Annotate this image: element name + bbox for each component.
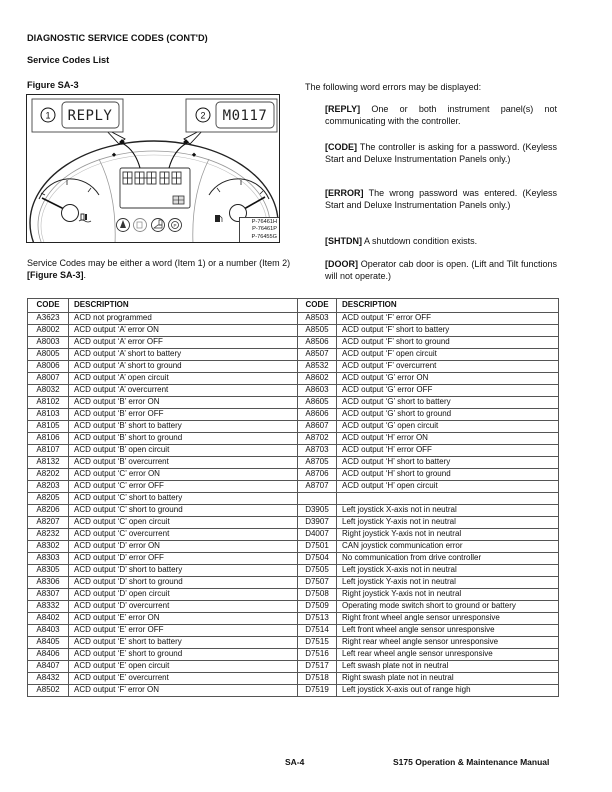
table-row (28, 421, 559, 433)
table-row (28, 517, 559, 529)
code-cell: A8105 (28, 421, 69, 433)
code-cell: A8306 (28, 577, 69, 589)
callout-box-2 (186, 99, 277, 132)
figure-label: Figure SA-3 (27, 80, 79, 90)
code-cell: A8106 (28, 433, 69, 445)
code-cell: A8603 (298, 385, 337, 397)
description-cell: ACD output ‘D’ error OFF (69, 553, 298, 565)
code-cell: A8007 (28, 373, 69, 385)
description-cell: ACD output ‘H’ open circuit (337, 481, 559, 493)
description-cell: Right front wheel angle sensor unresponsive (337, 613, 559, 625)
description-cell: ACD output ‘G’ error OFF (337, 385, 559, 397)
description-cell: ACD output ‘A’ open circuit (69, 373, 298, 385)
code-cell: D3907 (298, 517, 337, 529)
table-row (28, 313, 559, 325)
callout-1-display: REPLY (67, 108, 113, 124)
word-error-text: The wrong password was entered. (Keyless Start and Deluxe Instrumentation Panels only.) (325, 188, 557, 210)
code-cell: A8405 (28, 637, 69, 649)
part-number: P-76461H (251, 218, 277, 225)
callout-arrow-1 (104, 128, 140, 168)
code-cell: D7517 (298, 661, 337, 673)
word-error-code: [ERROR] (325, 188, 364, 198)
description-cell: ACD output ‘D’ overcurrent (69, 601, 298, 613)
code-cell: A8232 (28, 529, 69, 541)
code-cell: A8705 (298, 457, 337, 469)
code-cell: D7515 (298, 637, 337, 649)
description-cell: ACD output ‘F’ short to battery (337, 325, 559, 337)
caption-text: Service Codes may be either a word (Item 1) or a number (Item 2) (27, 258, 291, 268)
description-cell: ACD output ‘B’ short to battery (69, 421, 298, 433)
description-cell: Left swash plate not in neutral (337, 661, 559, 673)
code-cell: A8402 (28, 613, 69, 625)
code-cell: A8207 (28, 517, 69, 529)
column-header-description: DESCRIPTION (337, 299, 559, 313)
description-cell: ACD output ‘H’ short to ground (337, 469, 559, 481)
description-cell: Right swash plate not in neutral (337, 673, 559, 685)
description-cell: Left joystick Y-axis not in neutral (337, 517, 559, 529)
code-cell: A8706 (298, 469, 337, 481)
word-error-reply (325, 103, 557, 127)
description-cell: ACD output ‘E’ error OFF (69, 625, 298, 637)
description-cell: ACD output ‘E’ error ON (69, 613, 298, 625)
fuel-icon (215, 215, 222, 222)
figure-sa-3 (26, 94, 280, 243)
callout-2-display: M0117 (222, 108, 268, 124)
description-cell: ACD output ‘A’ short to battery (69, 349, 298, 361)
table-row (28, 625, 559, 637)
part-number: P-76461P (252, 226, 277, 232)
callout-1-number: 1 (45, 110, 51, 121)
code-cell: D7507 (298, 577, 337, 589)
word-error-error (325, 187, 557, 211)
description-cell: CAN joystick communication error (337, 541, 559, 553)
description-cell: ACD output ‘B’ open circuit (69, 445, 298, 457)
code-cell: A8503 (298, 313, 337, 325)
engine-oil-icon (152, 219, 165, 232)
description-cell: ACD output ‘E’ overcurrent (69, 673, 298, 685)
table-row (28, 589, 559, 601)
word-error-text: The controller is asking for a password. (Keyless Start and Deluxe Instrumentation Panels only.) (325, 142, 557, 164)
description-cell: ACD output ‘D’ short to battery (69, 565, 298, 577)
temperature-gauge (39, 179, 99, 222)
description-cell: ACD output ‘F’ error ON (69, 685, 298, 697)
table-row (28, 565, 559, 577)
table-row (28, 505, 559, 517)
code-cell: A8006 (28, 361, 69, 373)
code-cell: A8032 (28, 385, 69, 397)
table-row (28, 673, 559, 685)
code-cell: A8406 (28, 649, 69, 661)
description-cell: ACD output ‘B’ short to ground (69, 433, 298, 445)
code-cell: D3905 (298, 505, 337, 517)
code-cell: D7518 (298, 673, 337, 685)
code-cell: A8602 (298, 373, 337, 385)
table-row (28, 361, 559, 373)
description-cell: ACD output ‘C’ error OFF (69, 481, 298, 493)
description-cell: ACD output ‘D’ short to ground (69, 577, 298, 589)
word-error-code: [DOOR] (325, 259, 358, 269)
description-cell: Left rear wheel angle sensor unresponsive (337, 649, 559, 661)
word-errors-intro: The following word errors may be displayed: (305, 82, 482, 92)
table-row (28, 541, 559, 553)
code-cell: A8507 (298, 349, 337, 361)
description-cell: ACD output ‘G’ short to battery (337, 397, 559, 409)
description-cell: ACD output ‘H’ error OFF (337, 445, 559, 457)
table-row (28, 397, 559, 409)
code-cell: A8103 (28, 409, 69, 421)
description-cell: ACD output ‘G’ open circuit (337, 421, 559, 433)
table-row (28, 637, 559, 649)
code-cell: A8102 (28, 397, 69, 409)
table-row (28, 325, 559, 337)
description-cell: ACD output ‘B’ overcurrent (69, 457, 298, 469)
code-cell: A8002 (28, 325, 69, 337)
description-cell: ACD output ‘G’ error ON (337, 373, 559, 385)
word-error-code: [SHTDN] (325, 236, 362, 246)
code-cell: D7501 (298, 541, 337, 553)
code-cell: A8707 (298, 481, 337, 493)
description-cell: Right rear wheel angle sensor unresponsive (337, 637, 559, 649)
code-cell: D7505 (298, 565, 337, 577)
code-cell: D7504 (298, 553, 337, 565)
table-header-row (28, 299, 559, 313)
code-cell: A8407 (28, 661, 69, 673)
table-row (28, 481, 559, 493)
code-cell: A8607 (298, 421, 337, 433)
code-cell: D7508 (298, 589, 337, 601)
callout-arrow-2 (169, 128, 205, 168)
code-cell: A3623 (28, 313, 69, 325)
table-row (28, 649, 559, 661)
description-cell (337, 493, 559, 505)
code-cell: A8506 (298, 337, 337, 349)
description-cell: ACD output ‘H’ error ON (337, 433, 559, 445)
word-error-shtdn (325, 235, 557, 247)
subsection-title: Service Codes List (27, 55, 110, 65)
code-cell: A8502 (28, 685, 69, 697)
description-cell: ACD not programmed (69, 313, 298, 325)
description-cell: ACD output ‘B’ error OFF (69, 409, 298, 421)
description-cell: ACD output ‘H’ short to battery (337, 457, 559, 469)
section-title: DIAGNOSTIC SERVICE CODES (CONT'D) (27, 33, 208, 43)
description-cell: ACD output ‘D’ open circuit (69, 589, 298, 601)
table-row (28, 613, 559, 625)
code-cell: A8606 (298, 409, 337, 421)
description-cell: ACD output ‘A’ error OFF (69, 337, 298, 349)
word-error-code: [REPLY] (325, 104, 361, 114)
code-cell: A8505 (298, 325, 337, 337)
word-error-code-item (325, 141, 557, 165)
part-numbers (239, 217, 279, 243)
code-cell: A8305 (28, 565, 69, 577)
code-cell: D7513 (298, 613, 337, 625)
table-row (28, 553, 559, 565)
seat-belt-icon (117, 219, 130, 232)
description-cell: ACD output ‘C’ overcurrent (69, 529, 298, 541)
table-row (28, 385, 559, 397)
code-cell: D7519 (298, 685, 337, 697)
code-cell: A8302 (28, 541, 69, 553)
description-cell: ACD output ‘F’ error OFF (337, 313, 559, 325)
table-row (28, 445, 559, 457)
description-cell: ACD output ‘B’ error ON (69, 397, 298, 409)
word-error-text: A shutdown condition exists. (362, 236, 478, 246)
description-cell: Operating mode switch short to ground or battery (337, 601, 559, 613)
description-cell: ACD output ‘A’ overcurrent (69, 385, 298, 397)
description-cell: Left front wheel angle sensor unresponsive (337, 625, 559, 637)
code-cell: A8203 (28, 481, 69, 493)
table-row (28, 493, 559, 505)
figure-reference: [Figure SA-3] (27, 270, 84, 280)
engine-temp-icon (79, 214, 91, 222)
table-row (28, 577, 559, 589)
code-cell: A8605 (298, 397, 337, 409)
code-cell: D7509 (298, 601, 337, 613)
code-cell: A8703 (298, 445, 337, 457)
description-cell: ACD output ‘F’ open circuit (337, 349, 559, 361)
description-cell: ACD output ‘E’ open circuit (69, 661, 298, 673)
description-cell: Left joystick X-axis out of range high (337, 685, 559, 697)
table-row (28, 601, 559, 613)
description-cell: ACD output ‘C’ error ON (69, 469, 298, 481)
description-cell: ACD output ‘D’ error ON (69, 541, 298, 553)
description-cell: Right joystick Y-axis not in neutral (337, 589, 559, 601)
code-cell: D4007 (298, 529, 337, 541)
description-cell: ACD output ‘A’ error ON (69, 325, 298, 337)
table-row (28, 349, 559, 361)
code-cell (298, 493, 337, 505)
callout-2-number: 2 (200, 110, 206, 121)
description-cell: ACD output ‘F’ short to ground (337, 337, 559, 349)
word-error-text: One or both instrument panel(s) not communicating with the controller. (325, 104, 557, 126)
svg-text:P: P (173, 223, 177, 228)
part-number: P-76455G (251, 233, 277, 240)
code-cell: A8206 (28, 505, 69, 517)
code-cell: A8307 (28, 589, 69, 601)
table-row (28, 529, 559, 541)
table-row (28, 409, 559, 421)
description-cell: ACD output ‘E’ short to ground (69, 649, 298, 661)
table-row (28, 661, 559, 673)
description-cell: Left joystick Y-axis not in neutral (337, 577, 559, 589)
code-cell: A8432 (28, 673, 69, 685)
table-row (28, 469, 559, 481)
description-cell: ACD output ‘E’ short to battery (69, 637, 298, 649)
code-cell: A8005 (28, 349, 69, 361)
description-cell: Left joystick X-axis not in neutral (337, 565, 559, 577)
service-book-icon (173, 196, 184, 204)
code-cell: A8332 (28, 601, 69, 613)
table-row (28, 337, 559, 349)
description-cell: ACD output ‘F’ overcurrent (337, 361, 559, 373)
description-cell: ACD output ‘A’ short to ground (69, 361, 298, 373)
code-cell: A8132 (28, 457, 69, 469)
word-error-code: [CODE] (325, 142, 357, 152)
callout-box-1 (32, 99, 123, 132)
table-row (28, 433, 559, 445)
code-cell: A8532 (298, 361, 337, 373)
column-header-code: CODE (298, 299, 337, 313)
code-cell: D7516 (298, 649, 337, 661)
code-cell: A8702 (298, 433, 337, 445)
column-header-description: DESCRIPTION (69, 299, 298, 313)
page-number: SA-4 (285, 757, 305, 767)
hydraulic-icon (134, 219, 147, 232)
code-cell: A8003 (28, 337, 69, 349)
description-cell: Right joystick Y-axis not in neutral (337, 529, 559, 541)
table-row (28, 373, 559, 385)
description-cell: Left joystick X-axis not in neutral (337, 505, 559, 517)
figure-caption: Service Codes may be either a word (Item 1) or a number (Item 2) [Figure SA-3]. (27, 258, 291, 280)
description-cell: ACD output ‘G’ short to ground (337, 409, 559, 421)
description-cell: ACD output ‘C’ short to battery (69, 493, 298, 505)
word-error-text: Operator cab door is open. (Lift and Tilt functions will not operate.) (325, 259, 557, 281)
parking-brake-icon (169, 219, 182, 232)
description-cell: ACD output ‘C’ open circuit (69, 517, 298, 529)
code-cell: A8107 (28, 445, 69, 457)
column-header-code: CODE (28, 299, 69, 313)
manual-title: S175 Operation & Maintenance Manual (393, 757, 550, 767)
code-cell: A8403 (28, 625, 69, 637)
code-cell: A8205 (28, 493, 69, 505)
description-cell: ACD output ‘C’ short to ground (69, 505, 298, 517)
code-cell: A8303 (28, 553, 69, 565)
table-row (28, 457, 559, 469)
word-error-door (325, 258, 557, 282)
description-cell: No communication from drive controller (337, 553, 559, 565)
service-codes-table (27, 298, 559, 697)
table-body (28, 313, 559, 697)
table-row (28, 685, 559, 697)
code-cell: A8202 (28, 469, 69, 481)
code-cell: D7514 (298, 625, 337, 637)
